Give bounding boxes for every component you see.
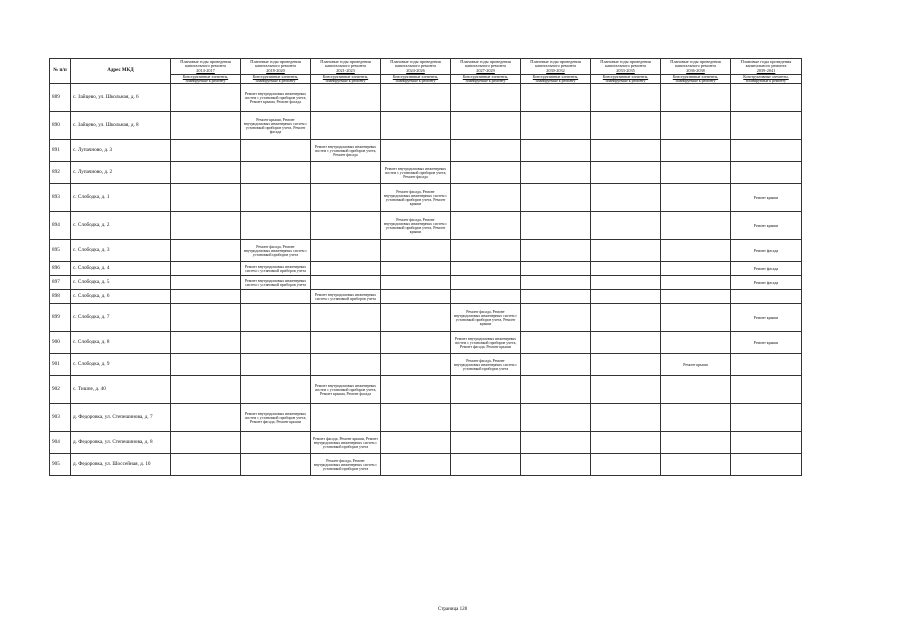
row-works-period-3 — [381, 332, 451, 354]
row-works-period-8: Ремонт фасада — [731, 262, 802, 276]
row-address: с. Лупачново, д. 3 — [71, 140, 171, 162]
table-row — [50, 140, 802, 162]
row-address: с. Лупачново, д. 2 — [71, 162, 171, 184]
header-address: Адрес МКД — [71, 59, 171, 84]
row-works-period-3 — [381, 84, 451, 112]
row-works-period-2 — [311, 354, 381, 376]
header-period-subtitle: Конструктивные элементы, планируемые к ремонту — [381, 75, 451, 84]
row-works-period-2 — [311, 304, 381, 332]
row-works-period-3 — [381, 240, 451, 262]
row-works-period-1: Ремонт внутридомовых инженерных систем с установкой приборов учета — [241, 262, 311, 276]
row-works-period-5 — [521, 276, 591, 290]
row-works-period-4: Ремонт фасада, Ремонт внутридомовых инженерных систем с установкой приборов учета, Ремонт крыши — [451, 304, 521, 332]
header-period-7 — [661, 59, 731, 75]
row-works-period-2 — [311, 262, 381, 276]
row-works-period-2: Ремонт внутридомовых инженерных систем с установкой приборов учета, Ремонт крыши, Ремонт фасада — [311, 376, 381, 404]
header-period-6 — [591, 59, 661, 75]
row-works-period-4 — [451, 162, 521, 184]
row-works-period-3 — [381, 112, 451, 140]
row-works-period-6 — [591, 212, 661, 240]
row-number: 892 — [50, 162, 71, 184]
row-works-period-6 — [591, 354, 661, 376]
row-works-period-1 — [241, 304, 311, 332]
row-works-period-7 — [661, 112, 731, 140]
row-works-period-0 — [171, 140, 241, 162]
header-period-subtitle: Конструктивные элементы, планируемые к ремонту — [591, 75, 661, 84]
header-period-years: 2018-2020 — [266, 67, 285, 73]
row-works-period-6 — [591, 376, 661, 404]
row-works-period-1 — [241, 354, 311, 376]
row-works-period-6 — [591, 162, 661, 184]
header-period-subtitle: Конструктивные элементы, планируемые к ремонту — [451, 75, 521, 84]
row-works-period-5 — [521, 112, 591, 140]
row-works-period-3 — [381, 354, 451, 376]
row-works-period-2: Ремонт внутридомовых инженерных систем с установкой приборов учета — [311, 290, 381, 304]
row-address: д. Федоровка, ул. Степешинова, д. 7 — [71, 404, 171, 432]
row-address: с. Слободка, д. 7 — [71, 304, 171, 332]
row-works-period-1: Ремонт крыши, Ремонт внутридомовых инженерных систем с установкой приборов учета, Ремонт фасада — [241, 112, 311, 140]
row-works-period-8: Ремонт крыши — [731, 212, 802, 240]
row-works-period-4: Ремонт фасада, Ремонт внутридомовых инженерных систем с установкой приборов учета — [451, 354, 521, 376]
row-works-period-1 — [241, 212, 311, 240]
row-works-period-7 — [661, 304, 731, 332]
table-body — [50, 84, 802, 476]
row-works-period-7 — [661, 454, 731, 476]
row-works-period-0 — [171, 84, 241, 112]
row-works-period-2 — [311, 112, 381, 140]
row-address: с. Слободка, д. 6 — [71, 290, 171, 304]
row-works-period-3 — [381, 276, 451, 290]
row-works-period-1: Ремонт фасада, Ремонт внутридомовых инженерных систем с установкой приборов учета — [241, 240, 311, 262]
row-works-period-7 — [661, 290, 731, 304]
table-row — [50, 184, 802, 212]
row-works-period-1 — [241, 454, 311, 476]
row-works-period-8: Ремонт крыши — [731, 304, 802, 332]
row-number: 899 — [50, 304, 71, 332]
header-period-3 — [381, 59, 451, 75]
row-works-period-3: Ремонт фасада, Ремонт внутридомовых инженерных систем с установкой приборов учета, Ремонт крыши — [381, 212, 451, 240]
row-works-period-8 — [731, 354, 802, 376]
row-works-period-6 — [591, 184, 661, 212]
row-works-period-7 — [661, 276, 731, 290]
row-works-period-3 — [381, 290, 451, 304]
table-row — [50, 376, 802, 404]
row-works-period-5 — [521, 262, 591, 276]
row-works-period-3 — [381, 454, 451, 476]
row-works-period-6 — [591, 304, 661, 332]
table-row — [50, 84, 802, 112]
row-works-period-0 — [171, 454, 241, 476]
table-row — [50, 162, 802, 184]
row-works-period-5 — [521, 332, 591, 354]
row-works-period-8 — [731, 162, 802, 184]
row-number: 896 — [50, 262, 71, 276]
row-works-period-5 — [521, 432, 591, 454]
header-period-subtitle: Конструктивные элементы, планируемые к ремонту — [241, 75, 311, 84]
row-works-period-7 — [661, 332, 731, 354]
table-row — [50, 354, 802, 376]
row-works-period-8 — [731, 376, 802, 404]
row-works-period-2 — [311, 212, 381, 240]
row-works-period-4 — [451, 140, 521, 162]
row-works-period-8: Ремонт крыши — [731, 184, 802, 212]
row-works-period-0 — [171, 184, 241, 212]
row-works-period-5 — [521, 240, 591, 262]
row-works-period-0 — [171, 162, 241, 184]
row-number: 895 — [50, 240, 71, 262]
header-period-years: 2036-2038 — [686, 67, 705, 73]
row-works-period-0 — [171, 212, 241, 240]
row-number: 900 — [50, 332, 71, 354]
row-works-period-3 — [381, 432, 451, 454]
header-number: № п/п — [50, 59, 71, 84]
row-works-period-1 — [241, 140, 311, 162]
row-works-period-8 — [731, 84, 802, 112]
row-works-period-4: Ремонт внутридомовых инженерных систем с установкой приборов учета, Ремонт фасада, Ремонт крыши — [451, 332, 521, 354]
row-works-period-5 — [521, 212, 591, 240]
row-works-period-7: Ремонт крыши — [661, 354, 731, 376]
row-works-period-1 — [241, 162, 311, 184]
row-works-period-1: Ремонт внутридомовых инженерных систем с установкой приборов учета, Ремонт фасада, Ремонт крыши — [241, 404, 311, 432]
table-row — [50, 262, 802, 276]
row-works-period-7 — [661, 140, 731, 162]
row-works-period-6 — [591, 112, 661, 140]
row-works-period-0 — [171, 332, 241, 354]
row-works-period-2: Ремонт фасада, Ремонт крыши, Ремонт внутридомовых инженерных систем с установкой приборов учета — [311, 432, 381, 454]
header-period-years: 2014-2017 — [196, 67, 215, 73]
page-number: Страница 128 — [437, 607, 468, 612]
row-works-period-3 — [381, 140, 451, 162]
row-number: 905 — [50, 454, 71, 476]
table-row — [50, 212, 802, 240]
row-works-period-7 — [661, 404, 731, 432]
row-works-period-8: Ремонт фасада — [731, 276, 802, 290]
row-works-period-0 — [171, 240, 241, 262]
row-works-period-7 — [661, 84, 731, 112]
row-works-period-4 — [451, 404, 521, 432]
row-works-period-2 — [311, 162, 381, 184]
row-works-period-2 — [311, 240, 381, 262]
table-row — [50, 432, 802, 454]
row-works-period-4 — [451, 262, 521, 276]
row-works-period-7 — [661, 162, 731, 184]
header-period-0 — [171, 59, 241, 75]
header-period-subtitle: Конструктивные элементы, планируемые к ремонту — [311, 75, 381, 84]
row-works-period-5 — [521, 162, 591, 184]
row-works-period-5 — [521, 454, 591, 476]
row-works-period-8: Ремонт фасада — [731, 240, 802, 262]
row-works-period-5 — [521, 354, 591, 376]
header-period-title: Плановые годы проведения капитального ремонта — [530, 58, 581, 69]
row-works-period-8 — [731, 112, 802, 140]
row-works-period-0 — [171, 354, 241, 376]
row-number: 889 — [50, 84, 71, 112]
row-works-period-2 — [311, 276, 381, 290]
row-works-period-6 — [591, 84, 661, 112]
row-works-period-0 — [171, 276, 241, 290]
header-period-title: Плановые годы проведения капитального ремонта — [320, 58, 371, 69]
row-works-period-4 — [451, 112, 521, 140]
row-works-period-8 — [731, 140, 802, 162]
row-works-period-0 — [171, 112, 241, 140]
row-address: д. Федоровка, ул. Степешинова, д. 8 — [71, 432, 171, 454]
header-period-years: 2027-2029 — [476, 67, 495, 73]
row-works-period-3 — [381, 262, 451, 276]
row-address: с. Слободка, д. 3 — [71, 240, 171, 262]
header-period-title: Плановые годы проведения капитального ремонта — [740, 58, 792, 69]
header-period-5 — [521, 59, 591, 75]
row-works-period-5 — [521, 304, 591, 332]
row-works-period-4 — [451, 276, 521, 290]
row-works-period-7 — [661, 432, 731, 454]
row-works-period-6 — [591, 454, 661, 476]
row-works-period-6 — [591, 262, 661, 276]
row-works-period-0 — [171, 290, 241, 304]
row-works-period-5 — [521, 184, 591, 212]
header-period-title: Плановые годы проведения капитального ремонта — [180, 58, 231, 69]
row-works-period-2 — [311, 332, 381, 354]
row-works-period-3 — [381, 304, 451, 332]
row-address: с. Слободка, д. 8 — [71, 332, 171, 354]
row-works-period-1: Ремонт внутридомовых инженерных систем с установкой приборов учета — [241, 276, 311, 290]
row-works-period-4 — [451, 290, 521, 304]
row-works-period-8 — [731, 404, 802, 432]
row-works-period-8 — [731, 432, 802, 454]
row-number: 897 — [50, 276, 71, 290]
header-period-subtitle: Конструктивные элементы, планируемые к ремонту — [661, 75, 731, 84]
header-period-years: 2030-2032 — [546, 67, 565, 73]
table-row — [50, 240, 802, 262]
table-row — [50, 304, 802, 332]
header-period-title: Плановые годы проведения капитального ремонта — [670, 58, 721, 69]
row-works-period-3 — [381, 376, 451, 404]
row-works-period-8: Ремонт крыши — [731, 332, 802, 354]
table-row — [50, 332, 802, 354]
row-address: д. Федоровка, ул. Шоссейная, д. 10 — [71, 454, 171, 476]
header-period-subtitle: Конструктивные элементы, планируемые к ремонту — [171, 75, 241, 84]
row-works-period-1 — [241, 432, 311, 454]
row-number: 891 — [50, 140, 71, 162]
header-period-1 — [241, 59, 311, 75]
row-works-period-5 — [521, 290, 591, 304]
row-works-period-4 — [451, 432, 521, 454]
row-works-period-6 — [591, 276, 661, 290]
row-works-period-8 — [731, 290, 802, 304]
row-works-period-5 — [521, 404, 591, 432]
row-address: с. Слободка, д. 2 — [71, 212, 171, 240]
row-works-period-0 — [171, 262, 241, 276]
row-works-period-7 — [661, 376, 731, 404]
row-works-period-4 — [451, 212, 521, 240]
row-number: 890 — [50, 112, 71, 140]
header-period-title: Плановые годы проведения капитального ремонта — [250, 58, 301, 69]
row-works-period-4 — [451, 184, 521, 212]
row-number: 898 — [50, 290, 71, 304]
row-works-period-2 — [311, 184, 381, 212]
header-period-years: 2021-2023 — [336, 67, 355, 73]
row-number: 894 — [50, 212, 71, 240]
row-works-period-8 — [731, 454, 802, 476]
row-address: с. Зайцево, ул. Школьная, д. 8 — [71, 112, 171, 140]
row-works-period-1: Ремонт внутридомовых инженерных систем с установкой приборов учета, Ремонт крыши, Ремонт фасада — [241, 84, 311, 112]
row-works-period-7 — [661, 262, 731, 276]
row-number: 903 — [50, 404, 71, 432]
header-period-2 — [311, 59, 381, 75]
row-works-period-1 — [241, 332, 311, 354]
header-period-subtitle: Конструктивные элементы, планируемые к ремонту — [731, 75, 802, 84]
row-works-period-7 — [661, 212, 731, 240]
repair-schedule-table — [49, 58, 802, 476]
row-address: с. Зайцево, ул. Школьная, д. 6 — [71, 84, 171, 112]
row-works-period-6 — [591, 432, 661, 454]
row-works-period-4 — [451, 240, 521, 262]
header-period-8 — [731, 59, 802, 75]
row-works-period-4 — [451, 84, 521, 112]
row-works-period-6 — [591, 332, 661, 354]
row-works-period-5 — [521, 84, 591, 112]
row-works-period-3: Ремонт фасада, Ремонт внутридомовых инженерных систем с установкой приборов учета, Ремонт крыши — [381, 184, 451, 212]
row-works-period-4 — [451, 376, 521, 404]
row-works-period-1 — [241, 290, 311, 304]
header-row — [50, 59, 802, 75]
row-works-period-5 — [521, 376, 591, 404]
header-period-years: 2024-2026 — [406, 67, 425, 73]
row-works-period-6 — [591, 404, 661, 432]
row-works-period-7 — [661, 184, 731, 212]
table-row — [50, 276, 802, 290]
header-period-title: Плановые годы проведения капитального ремонта — [460, 58, 511, 69]
row-address: с. Слободка, д. 9 — [71, 354, 171, 376]
row-works-period-0 — [171, 376, 241, 404]
row-works-period-6 — [591, 140, 661, 162]
row-works-period-2: Ремонт внутридомовых инженерных систем с установкой приборов учета, Ремонт фасада — [311, 140, 381, 162]
row-works-period-0 — [171, 304, 241, 332]
row-address: с. Тишпе, д. 40 — [71, 376, 171, 404]
row-address: с. Слободка, д. 1 — [71, 184, 171, 212]
row-works-period-6 — [591, 240, 661, 262]
header-period-title: Плановые годы проведения капитального ремонта — [390, 58, 441, 69]
row-number: 904 — [50, 432, 71, 454]
header-period-years: 2039-2041 — [756, 67, 776, 73]
header-period-subtitle: Конструктивные элементы, планируемые к ремонту — [521, 75, 591, 84]
row-address: с. Слободка, д. 4 — [71, 262, 171, 276]
row-works-period-1 — [241, 184, 311, 212]
row-works-period-1 — [241, 376, 311, 404]
row-works-period-2 — [311, 404, 381, 432]
row-works-period-5 — [521, 140, 591, 162]
row-works-period-2 — [311, 84, 381, 112]
table-row — [50, 404, 802, 432]
row-works-period-0 — [171, 404, 241, 432]
row-works-period-3: Ремонт внутридомовых инженерных систем с установкой приборов учета, Ремонт фасада — [381, 162, 451, 184]
row-address: с. Слободка, д. 5 — [71, 276, 171, 290]
table-row — [50, 454, 802, 476]
row-works-period-2: Ремонт фасада, Ремонт внутридомовых инженерных систем с установкой приборов учета — [311, 454, 381, 476]
row-number: 902 — [50, 376, 71, 404]
header-period-years: 2033-2035 — [616, 67, 635, 73]
row-works-period-4 — [451, 454, 521, 476]
table-row — [50, 290, 802, 304]
row-works-period-7 — [661, 240, 731, 262]
row-number: 901 — [50, 354, 71, 376]
table-row — [50, 112, 802, 140]
header-period-4 — [451, 59, 521, 75]
header-period-title: Плановые годы проведения капитального ремонта — [600, 58, 651, 69]
row-works-period-3 — [381, 404, 451, 432]
row-number: 893 — [50, 184, 71, 212]
row-works-period-6 — [591, 290, 661, 304]
row-works-period-0 — [171, 432, 241, 454]
